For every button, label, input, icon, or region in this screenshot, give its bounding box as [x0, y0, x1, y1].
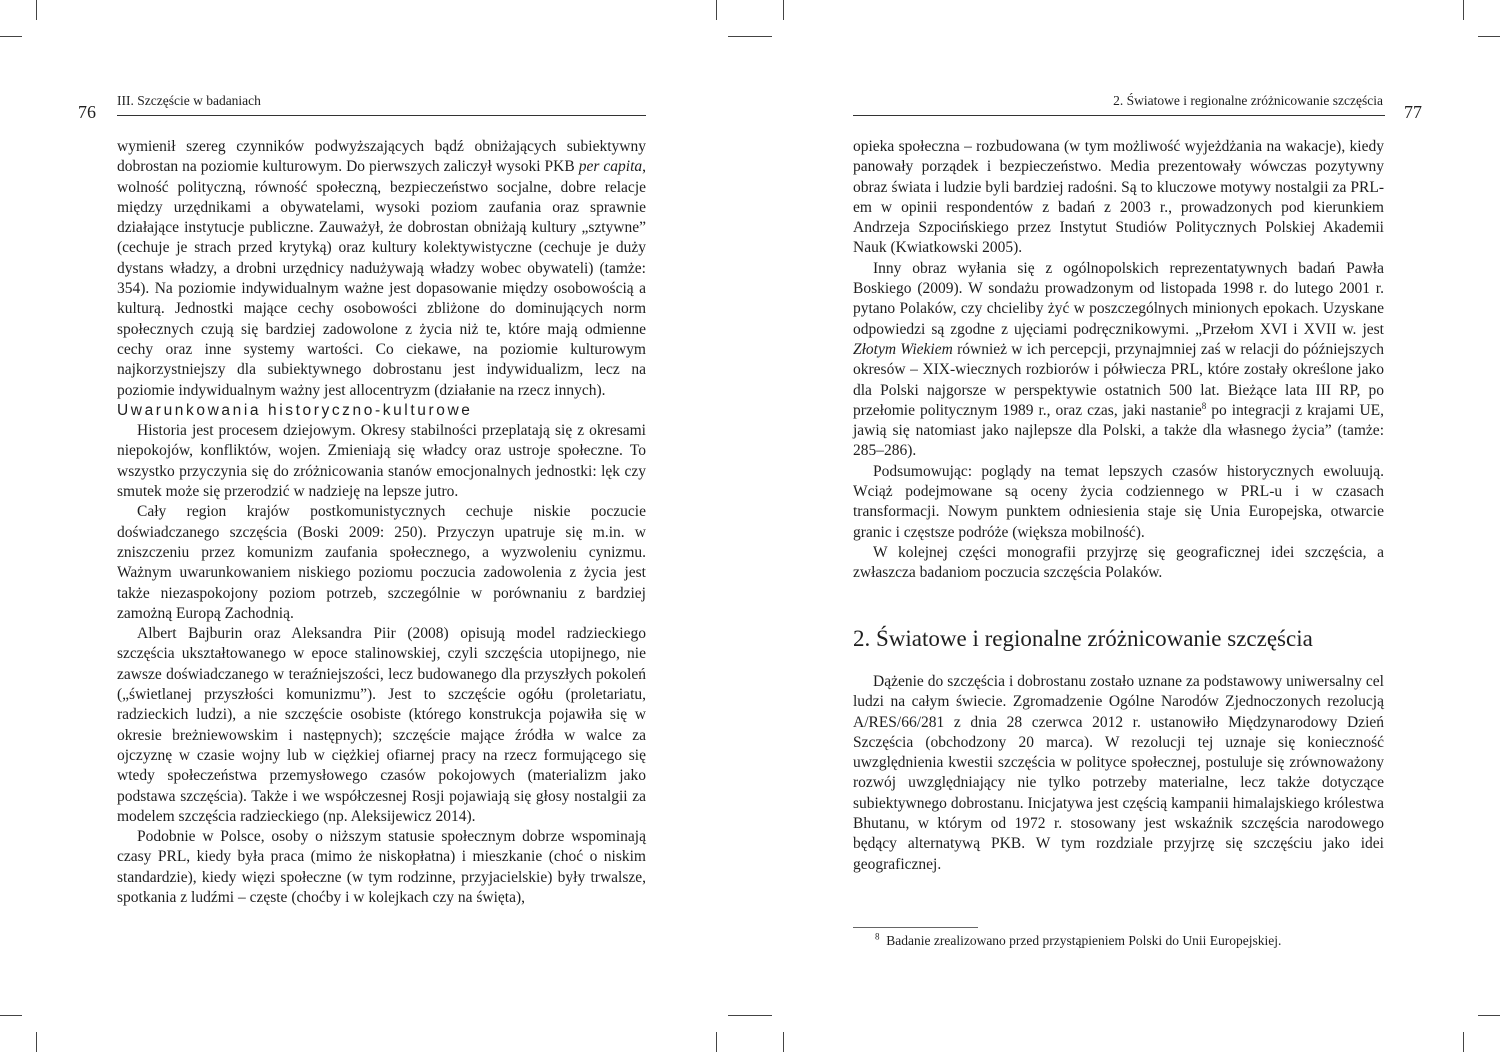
footnote-rule [853, 927, 978, 928]
left-page-body [117, 137, 646, 908]
running-head: 2. Światowe i regionalne zróżnicowanie szczęścia [1113, 93, 1383, 108]
crop-mark [716, 1032, 717, 1052]
paragraph: W kolejnej części monografii przyjrzę się geograficznej idei szczęścia, a zwłaszcza badaniom poczucia szczęścia Polaków. [853, 543, 1384, 582]
crop-mark [1478, 1015, 1500, 1016]
crop-mark [1463, 1032, 1464, 1052]
crop-mark [783, 1032, 784, 1052]
paragraph: Podsumowując: poglądy na temat lepszych czasów historycznych ewoluują. Wciąż podejmowane są oceny życia codziennego w PRL-u i w czasach transformacji. Nowym punktem odniesienia staje się Unia Europejska, otwarcie granic i częstsze podróże (większa mobilność). [853, 462, 1384, 541]
paragraph: Historia jest procesem dziejowym. Okresy stabilności przeplatają się z okresami niepokojów, konfliktów, wojen. Zmieniają się władcy oraz ustroje społeczne. To wszystko przyczynia się do zróżnicowania stanów emocjonalnych jednostki: lęk czy smutek może się przerodzić w nadzieję na lepsze jutro. [117, 422, 646, 501]
paragraph: Podobnie w Polsce, osoby o niższym statusie społecznym dobrze wspominają czasy PRL, kiedy była praca (mimo że niskopłatna) i mieszkanie (choć o niskim standardzie), kiedy więzi społeczne (w tym rodzinne, przyjacielskie) były trwalsze, spotkania z ludźmi – częste (choćby i w kolejkach czy na święta), [117, 828, 646, 906]
paragraph: Albert Bajburin oraz Aleksandra Piir (2008) opisują model radzieckiego szczęścia ukształtowanego w epoce stalinowskiej, czyli szczęścia utopijnego, nie zawsze doświadczanego w teraźniejszości, lecz budowanego dla przyszłych pokoleń („świetlanej przyszłości komunizmu”). Jest to szczęście ogółu (proletariatu, radzieckich ludzi), a nie szczęście osobiste (którego konstrukcja pojawiła się w okresie breżniewowskim i następnych); szczęście mające źródła w walce za ojczyznę w czasie wojny lub w ciężkiej ofiarnej pracy na rzecz formującego się wtedy społeczeństwa przemysłowego czasów pokojowych (materializm jako podstawa szczęścia). Także i we współczesnej Rosji pojawiają się głosy nostalgii za modelem szczęścia radzieckiego (np. Aleksijewicz 2014). [117, 625, 646, 825]
paragraph: Cały region krajów postkomunistycznych cechuje niskie poczucie doświadczanego szczęścia (Boski 2009: 250). Przyczyn upatruje się m.in. w zniszczeniu przez komunizm zaufania społecznego, a wyzwoleniu cynizmu. Ważnym uwarunkowaniem niskiego poziomu poczucia zadowolenia z życia jest także niezaspokojony poziom potrzeb, szczególnie w porównaniu z bardziej zamożną Europą Zachodnią. [117, 503, 646, 622]
crop-mark [0, 36, 22, 37]
right-page-section-body [853, 672, 1384, 875]
footnote-text: Badanie zrealizowano przed przystąpieniem Polski do Unii Europejskiej. [886, 933, 1282, 948]
crop-mark [1478, 36, 1500, 37]
header-rule [117, 115, 646, 116]
footnote-number: 8 [875, 931, 880, 942]
crop-mark [0, 1015, 22, 1016]
crop-mark [728, 36, 772, 37]
subsection-heading: Uwarunkowania historyczno-kulturowe [117, 401, 473, 419]
crop-mark [783, 0, 784, 20]
footnote-ref: 8 [1201, 400, 1207, 411]
paragraph: opieka społeczna – rozbudowana (w tym możliwość wyjeżdżania na wakacje), kiedy panowały porządek i bezpieczeństwo. Media prezentowały wówczas pozytywny obraz świata i ludzie byli bardziej radośni. Są to kluczowe motywy nostalgii za PRL-em w opinii respondentów z badań z 2003 r., prowadzonych pod kierunkiem Andrzeja Szpocińskiego przez Instytut Studiów Politycznych Polskiej Akademii Nauk (Kwiatkowski 2005). [853, 138, 1384, 257]
paragraph: Dążenie do szczęścia i dobrostanu zostało uznane za podstawowy uniwersalny cel ludzi na całym świecie. Zgromadzenie Ogólne Narodów Zjednoczonych rezolucją A/RES/66/281 z dnia 28 czerwca 2012 r. ustanowiło Międzynarodowy Dzień Szczęścia (obchodzony 20 marca). W rezolucji tej uznaje się konieczność uwzględnienia kwestii szczęścia w polityce społecznej, postuluje się zrównoważony rozwój uwzględniający nie tylko potrzeby materialne, lecz także dotyczące subiektywnego dobrostanu. Inicjatywa jest częścią kampanii himalajskiego królestwa Bhutanu, w którym od 1972 r. stosowany jest wskaźnik szczęścia narodowego będący alternatywą PKB. W tym rozdziale przyjrzę się szczęściu jako idei geograficznej. [853, 673, 1384, 873]
crop-mark [728, 1015, 772, 1016]
crop-mark [1463, 0, 1464, 20]
crop-mark [36, 0, 37, 20]
crop-mark [716, 0, 717, 20]
header-rule [853, 115, 1385, 116]
page-number: 76 [78, 102, 96, 122]
footnote [875, 933, 1281, 949]
paragraph: Inny obraz wyłania się z ogólnopolskich reprezentatywnych badań Pawła Boskiego (2009). W sondażu prowadzonym od listopada 1998 r. do lutego 2001 r. pytano Polaków, czy chcieliby żyć w poszczególnych minionych epokach. Uzyskane odpowiedzi są zgodne z ujęciami podręcznikowymi. „Przełom XVI i XVII w. jest Złotym Wiekiem również w ich percepcji, przynajmniej zaś w relacji do późniejszych okresów – XIX-wiecznych rozbiorów i półwiecza PRL, które zostały określone jako dla Polski najgorsze w perspektywie ostatnich 500 lat. Bieżące lata III RP, po przełomie politycznym 1989 r., oraz czas, jaki nastanie$^8$ po integracji z krajami UE, jawią się natomiast jako najlepsze dla Polski, a także dla własnego życia” (tamże: 285–286). [853, 259, 1384, 460]
right-page-body [853, 137, 1384, 584]
section-title: 2. Światowe i regionalne zróżnicowanie szczęścia [853, 626, 1313, 651]
crop-mark [36, 1032, 37, 1052]
paragraph: wymienił szereg czynników podwyższających bądź obniżających subiektywny dobrostan na poziomie kulturowym. Do pierwszych zaliczył wysoki PKB per capita, wolność polityczną, równość społeczną, bezpieczeństwo socjalne, dobre relacje między urzędnikami a obywatelami, wysoki poziom zaufania oraz sprawnie działające instytucje publiczne. Zauważył, że dobrostan obniżają kultury „sztywne” (cechuje je strach przed krytyką) oraz kultury kolektywistyczne (cechuje je duży dystans władzy, a drobni urzędnicy nadużywają władzy wobec obywateli) (tamże: 354). Na poziomie indywidualnym ważne jest dopasowanie między osobowością a kulturą. Jednostki mające cechy osobowości zbliżone do dominujących norm społecznych czują się bardziej zadowolone z życia niż te, które mają odmienne cechy oraz inne systemy wartości. Co ciekawe, na poziomie kulturowym najkorzystniejszy dla subiektywnego dobrostanu jest indywidualizm, lecz na poziomie indywidualnym ważny jest allocentryzm (działanie na rzecz innych). [117, 138, 646, 399]
running-head: III. Szczęście w badaniach [117, 93, 261, 108]
page-number: 77 [1404, 102, 1422, 122]
